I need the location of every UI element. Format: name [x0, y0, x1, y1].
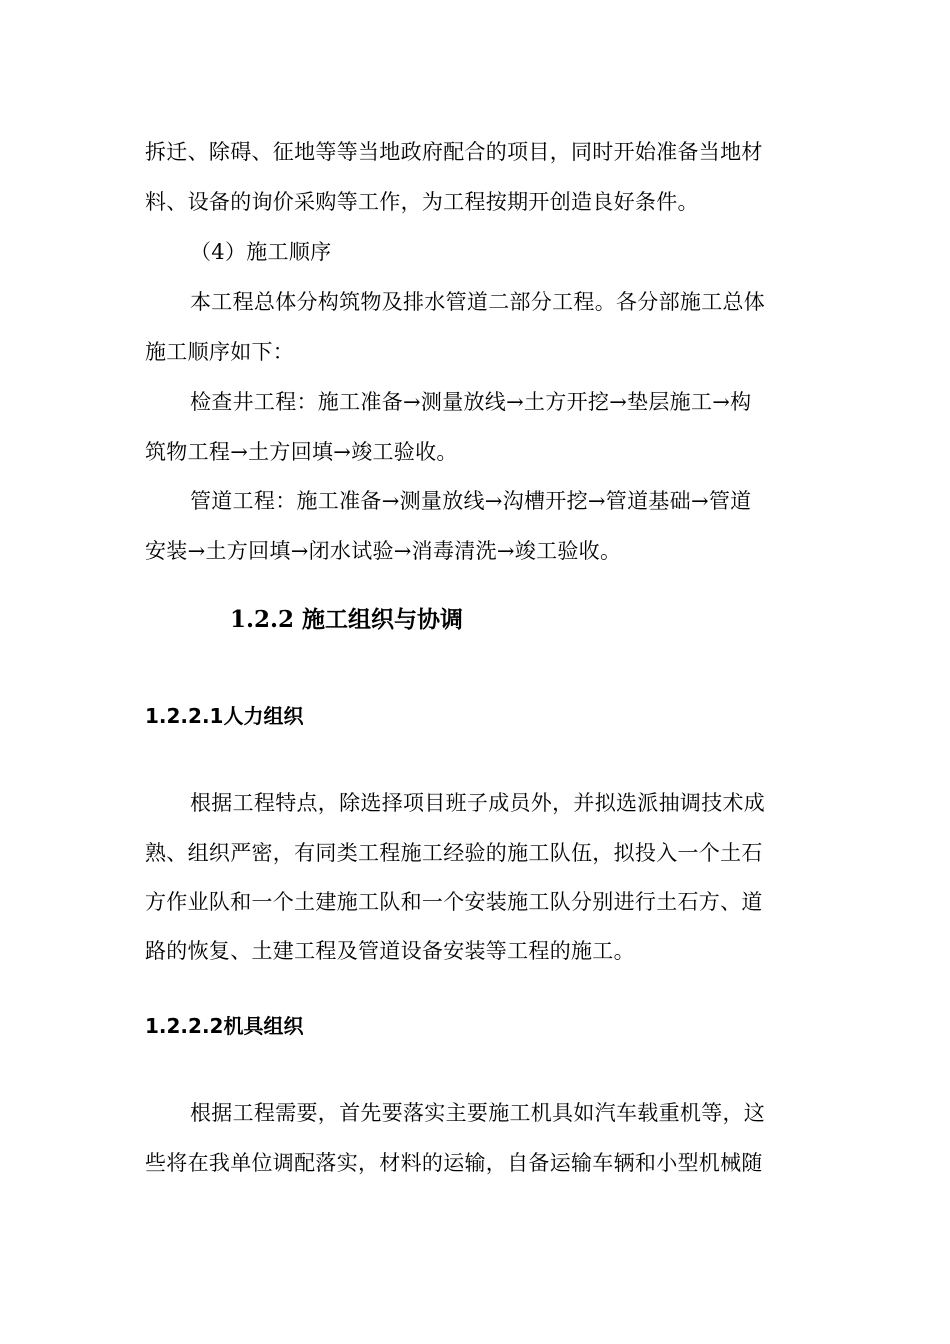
text-line: 方作业队和一个土建施工队和一个安装施工队分别进行土石方、道 — [145, 890, 763, 914]
subsection-heading-1-2-2-2: 1.2.2.2机具组织 — [145, 1014, 304, 1038]
text-line: 熟、组织严密，有同类工程施工经验的施工队伍，拟投入一个土石 — [145, 841, 763, 865]
text-line: 些将在我单位调配落实，材料的运输，自备运输车辆和小型机械随 — [145, 1151, 763, 1175]
text-line: 根据工程特点，除选择项目班子成员外，并拟选派抽调技术成 — [190, 791, 766, 815]
text-line: 料、设备的询价采购等工作，为工程按期开创造良好条件。 — [145, 190, 699, 214]
text-line: 路的恢复、土建工程及管道设备安装等工程的施工。 — [145, 939, 635, 963]
text-line: 根据工程需要，首先要落实主要施工机具如汽车载重机等，这 — [190, 1101, 766, 1125]
section-heading-1-2-2: 1.2.2 施工组织与协调 — [230, 606, 464, 633]
item-4-title: （4）施工顺序 — [190, 240, 332, 264]
text-line: 筑物工程→土方回填→竣工验收。 — [145, 440, 458, 464]
text-line: 拆迁、除碍、征地等等当地政府配合的项目，同时开始准备当地材 — [145, 140, 763, 164]
subsection-heading-1-2-2-1: 1.2.2.1人力组织 — [145, 704, 304, 728]
text-line: 管道工程：施工准备→测量放线→沟槽开挖→管道基础→管道 — [190, 489, 752, 513]
text-line: 安装→土方回填→闭水试验→消毒清洗→竣工验收。 — [145, 539, 622, 563]
text-line: 施工顺序如下： — [145, 340, 295, 364]
text-line: 本工程总体分构筑物及排水管道二部分工程。各分部施工总体 — [190, 290, 766, 314]
text-line: 检查井工程：施工准备→测量放线→土方开挖→垫层施工→构 — [190, 390, 752, 414]
